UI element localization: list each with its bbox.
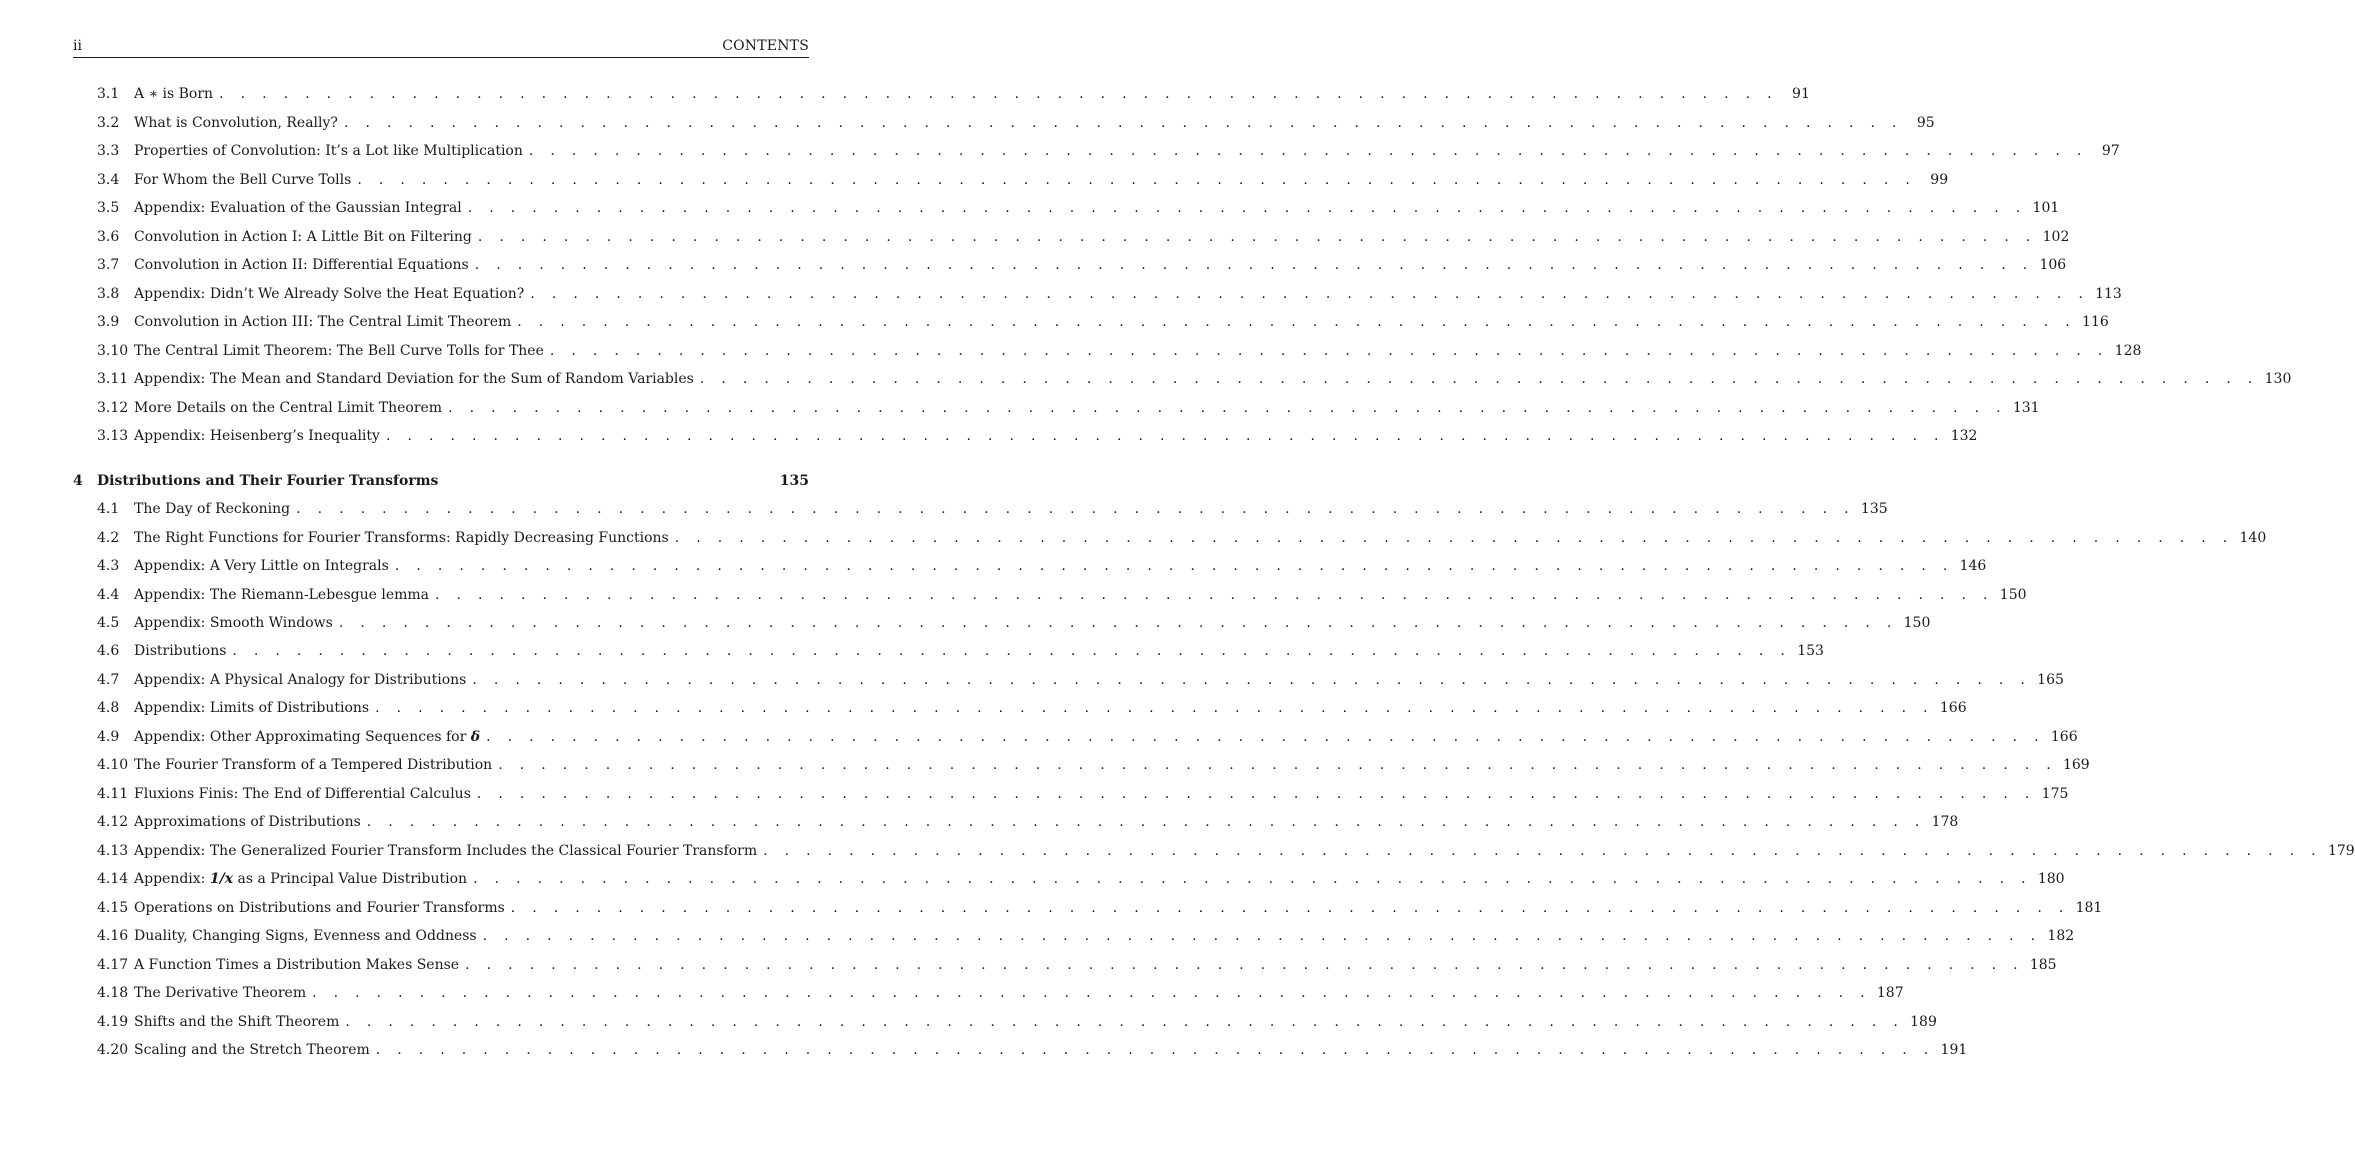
section-number: 3.7 <box>97 257 120 273</box>
dot-leader: . . . . . . . . . . . . . . . . . . . . . . . . . . . . . . . . . . . . . . . . . . . . . . . . . . . . . . . . . . . . . . . . . . . . . . . . . <box>477 229 2037 245</box>
toc-entry[interactable] <box>97 755 2090 775</box>
section-number: 4.5 <box>97 615 120 631</box>
section-title: The Right Functions for Fourier Transforms: Rapidly Decreasing Functions <box>134 530 669 546</box>
section-number: 4.3 <box>97 558 120 574</box>
section-number: 4.19 <box>97 1014 129 1030</box>
page-number: 150 <box>1903 615 1931 631</box>
section-title: The Central Limit Theorem: The Bell Curve Tolls for Thee <box>134 343 544 359</box>
section-number: 4.16 <box>97 928 129 944</box>
page-number: 140 <box>2239 530 2267 546</box>
section-title: A ∗ is Born <box>134 86 214 102</box>
dot-leader: . . . . . . . . . . . . . . . . . . . . . . . . . . . . . . . . . . . . . . . . . . . . . . . . . . . . . . . . . . . . . . . . . . . . . . . . . <box>498 757 2057 773</box>
page-number: 130 <box>2264 371 2292 387</box>
dot-leader: . . . . . . . . . . . . . . . . . . . . . . . . . . . . . . . . . . . . . . . . . . . . . . . . . . . . . . . . . . . . . . . . . . . . . . . . . <box>763 843 2322 859</box>
section-title: The Derivative Theorem <box>134 985 307 1001</box>
section-number: 3.2 <box>97 115 120 131</box>
page-number: 166 <box>1939 700 1967 716</box>
dot-leader: . . . . . . . . . . . . . . . . . . . . . . . . . . . . . . . . . . . . . . . . . . . . . . . . . . . . . . . . . . . . . . . . . . . . . . . . . <box>385 428 1945 444</box>
section-title: Convolution in Action I: A Little Bit on Filtering <box>134 229 472 245</box>
chapter-page-number: 135 <box>779 473 809 489</box>
section-title: Shifts and the Shift Theorem <box>134 1014 340 1030</box>
section-number: 3.9 <box>97 314 120 330</box>
page-folio: ii <box>73 38 82 54</box>
toc-entry[interactable] <box>97 341 2142 361</box>
section-title: Appendix: A Very Little on Integrals <box>134 558 389 574</box>
section-title-text: Appendix: Other Approximating Sequences for <box>134 729 471 745</box>
section-number: 4.6 <box>97 643 120 659</box>
dot-leader: . . . . . . . . . . . . . . . . . . . . . . . . . . . . . . . . . . . . . . . . . . . . . . . . . . . . . . . . . . . . . . . . . . . . . . . . . <box>465 957 2024 973</box>
section-title: Operations on Distributions and Fourier Transforms <box>134 900 505 916</box>
section-number: 3.12 <box>97 400 129 416</box>
dot-leader: . . . . . . . . . . . . . . . . . . . . . . . . . . . . . . . . . . . . . . . . . . . . . . . . . . . . . . . . . . . . . . . . . . . . . . . . . <box>338 615 1898 631</box>
toc-entry[interactable] <box>97 898 2103 918</box>
toc-entry[interactable] <box>97 170 1949 190</box>
section-title: Fluxions Finis: The End of Differential Calculus <box>134 786 471 802</box>
section-number: 3.11 <box>97 371 129 387</box>
toc-chapter-entry[interactable] <box>73 471 809 491</box>
reciprocal-x-symbol: 1/x <box>209 871 234 887</box>
toc-entry[interactable] <box>97 198 2060 218</box>
toc-entry[interactable] <box>97 955 2057 975</box>
page-number: 106 <box>2039 257 2067 273</box>
section-number: 4.11 <box>97 786 129 802</box>
section-title-text: Appendix: <box>134 871 210 887</box>
section-number: 3.5 <box>97 200 120 216</box>
section-number: 4.8 <box>97 700 120 716</box>
document-page <box>73 0 2355 1155</box>
running-title: CONTENTS <box>722 38 809 54</box>
toc-entry[interactable] <box>97 1040 1968 1060</box>
dot-leader: . . . . . . . . . . . . . . . . . . . . . . . . . . . . . . . . . . . . . . . . . . . . . . . . . . . . . . . . . . . . . . . . . . . . . . . . . <box>219 86 1778 102</box>
page-number: 99 <box>1930 172 1949 188</box>
dot-leader: . . . . . . . . . . . . . . . . . . . . . . . . . . . . . . . . . . . . . . . . . . . . . . . . . . . . . . . . . . . . . . . . . . . . . . . . . <box>517 314 2077 330</box>
section-number: 3.4 <box>97 172 120 188</box>
delta-symbol: δ <box>470 729 481 745</box>
toc-entry[interactable] <box>97 983 1904 1003</box>
section-title: Appendix: Evaluation of the Gaussian Integral <box>134 200 462 216</box>
section-title: Appendix: Limits of Distributions <box>134 700 370 716</box>
dot-leader: . . . . . . . . . . . . . . . . . . . . . . . . . . . . . . . . . . . . . . . . . . . . . . . . . . . . . . . . . . . . . . . . . . . . . . . . . <box>473 871 2032 887</box>
section-number: 3.1 <box>97 86 120 102</box>
section-title: Appendix: Didn’t We Already Solve the Heat Equation? <box>134 286 525 302</box>
dot-leader: . . . . . . . . . . . . . . . . . . . . . . . . . . . . . . . . . . . . . . . . . . . . . . . . . . . . . . . . . . . . . . . . . . . . . . . . . <box>296 501 1855 517</box>
dot-leader: . . . . . . . . . . . . . . . . . . . . . . . . . . . . . . . . . . . . . . . . . . . . . . . . . . . . . . . . . . . . . . . . . . . . . . . . . <box>448 400 2007 416</box>
dot-leader: . . . . . . . . . . . . . . . . . . . . . . . . . . . . . . . . . . . . . . . . . . . . . . . . . . . . . . . . . . . . . . . . . . . . . . . . . <box>486 729 2045 745</box>
page-number: 150 <box>1999 587 2027 603</box>
page-number: 146 <box>1959 558 1987 574</box>
toc-entry[interactable] <box>97 528 2267 548</box>
section-title: Appendix: A Physical Analogy for Distributions <box>134 672 467 688</box>
toc-entry[interactable] <box>97 727 2078 747</box>
dot-leader: . . . . . . . . . . . . . . . . . . . . . . . . . . . . . . . . . . . . . . . . . . . . . . . . . . . . . . . . . . . . . . . . . . . . . . . . . <box>343 115 1903 131</box>
section-title: More Details on the Central Limit Theorem <box>134 400 443 416</box>
page-number: 91 <box>1792 86 1810 102</box>
dot-leader: . . . . . . . . . . . . . . . . . . . . . . . . . . . . . . . . . . . . . . . . . . . . . . . . . . . . . . . . . . . . . . . . . . . . . . . . . <box>699 371 2259 387</box>
section-title: Appendix: The Generalized Fourier Transform Includes the Classical Fourier Transform <box>134 843 758 859</box>
section-number: 4.10 <box>97 757 129 773</box>
dot-leader: . . . . . . . . . . . . . . . . . . . . . . . . . . . . . . . . . . . . . . . . . . . . . . . . . . . . . . . . . . . . . . . . . . . . . . . . . <box>674 530 2234 546</box>
section-title: Appendix: The Mean and Standard Deviation for the Sum of Random Variables <box>134 371 694 387</box>
page-number: 97 <box>2101 143 2120 159</box>
page-number: 166 <box>2050 729 2078 745</box>
dot-leader: . . . . . . . . . . . . . . . . . . . . . . . . . . . . . . . . . . . . . . . . . . . . . . . . . . . . . . . . . . . . . . . . . . . . . . . . . <box>312 985 1871 1001</box>
page-number: 178 <box>1931 814 1959 830</box>
toc-entry[interactable] <box>97 641 1824 661</box>
section-number: 4.7 <box>97 672 120 688</box>
toc-entry[interactable] <box>97 426 1978 446</box>
toc-entry[interactable] <box>97 113 1935 133</box>
dot-leader: . . . . . . . . . . . . . . . . . . . . . . . . . . . . . . . . . . . . . . . . . . . . . . . . . . . . . . . . . . . . . . . . . . . . . . . . . <box>345 1014 1905 1030</box>
toc-entry[interactable] <box>97 585 2027 605</box>
section-title <box>134 727 480 747</box>
page-number: 182 <box>2047 928 2075 944</box>
page-number: 189 <box>1910 1014 1937 1030</box>
page-number: 175 <box>2041 786 2069 802</box>
section-title: Approximations of Distributions <box>134 814 361 830</box>
toc-entry[interactable] <box>97 784 2069 804</box>
section-title: Appendix: Smooth Windows <box>134 615 333 631</box>
dot-leader: . . . . . . . . . . . . . . . . . . . . . . . . . . . . . . . . . . . . . . . . . . . . . . . . . . . . . . . . . . . . . . . . . . . . . . . . . <box>467 200 2027 216</box>
section-title: Appendix: Heisenberg’s Inequality <box>134 428 380 444</box>
toc-entry[interactable] <box>97 255 2067 275</box>
page-number: 95 <box>1916 115 1935 131</box>
toc-entry[interactable] <box>97 141 2120 161</box>
section-number: 3.10 <box>97 343 129 359</box>
toc-entry[interactable] <box>97 670 2064 690</box>
toc-entry[interactable] <box>97 841 2355 861</box>
section-title: The Day of Reckoning <box>134 501 291 517</box>
page-number: 165 <box>2037 672 2064 688</box>
section-title: What is Convolution, Really? <box>134 115 338 131</box>
chapter-title: Distributions and Their Fourier Transforms <box>97 473 439 489</box>
dot-leader: . . . . . . . . . . . . . . . . . . . . . . . . . . . . . . . . . . . . . . . . . . . . . . . . . . . . . . . . . . . . . . . . . . . . . . . . . <box>375 700 1934 716</box>
toc-entry[interactable] <box>97 869 2065 889</box>
toc-entry[interactable] <box>97 698 1967 718</box>
page-number: 169 <box>2062 757 2090 773</box>
chapter-number: 4 <box>73 473 83 489</box>
section-title: Properties of Convolution: It’s a Lot like Multiplication <box>134 143 523 159</box>
toc-entry[interactable] <box>97 284 2122 304</box>
dot-leader: . . . . . . . . . . . . . . . . . . . . . . . . . . . . . . . . . . . . . . . . . . . . . . . . . . . . . . . . . . . . . . . . . . . . . . . . . <box>476 786 2036 802</box>
dot-leader: . . . . . . . . . . . . . . . . . . . . . . . . . . . . . . . . . . . . . . . . . . . . . . . . . . . . . . . . . . . . . . . . . . . . . . . . . <box>435 587 1994 603</box>
page-number: 116 <box>2082 314 2109 330</box>
page-number: 191 <box>1940 1042 1968 1058</box>
section-number: 4.20 <box>97 1042 129 1058</box>
section-title: Convolution in Action III: The Central Limit Theorem <box>134 314 512 330</box>
toc-entry[interactable] <box>97 227 2070 247</box>
section-title-suffix: as a Principal Value Distribution <box>233 871 468 887</box>
section-number: 3.6 <box>97 229 120 245</box>
section-number: 3.13 <box>97 428 129 444</box>
section-title: The Fourier Transform of a Tempered Distribution <box>134 757 493 773</box>
dot-leader: . . . . . . . . . . . . . . . . . . . . . . . . . . . . . . . . . . . . . . . . . . . . . . . . . . . . . . . . . . . . . . . . . . . . . . . . . <box>394 558 1954 574</box>
running-header <box>73 37 809 58</box>
dot-leader: . . . . . . . . . . . . . . . . . . . . . . . . . . . . . . . . . . . . . . . . . . . . . . . . . . . . . . . . . . . . . . . . . . . . . . . . . <box>528 143 2088 159</box>
section-number: 3.3 <box>97 143 120 159</box>
dot-leader: . . . . . . . . . . . . . . . . . . . . . . . . . . . . . . . . . . . . . . . . . . . . . . . . . . . . . . . . . . . . . . . . . . . . . . . . . <box>549 343 2109 359</box>
page-number: 131 <box>2012 400 2040 416</box>
toc-entry[interactable] <box>97 369 2292 389</box>
page-number: 180 <box>2037 871 2065 887</box>
section-number: 4.2 <box>97 530 120 546</box>
section-number: 4.4 <box>97 587 120 603</box>
section-title: For Whom the Bell Curve Tolls <box>134 172 352 188</box>
toc-entry[interactable] <box>97 1012 1937 1032</box>
section-number: 4.18 <box>97 985 129 1001</box>
page-number: 153 <box>1797 643 1824 659</box>
section-title: Distributions <box>134 643 227 659</box>
page-number: 187 <box>1876 985 1904 1001</box>
page-number: 132 <box>1950 428 1978 444</box>
section-title: A Function Times a Distribution Makes Sense <box>134 957 460 973</box>
section-title: Appendix: The Riemann-Lebesgue lemma <box>134 587 430 603</box>
section-number: 4.1 <box>97 501 120 517</box>
section-number: 4.13 <box>97 843 129 859</box>
toc-entry[interactable] <box>97 499 1888 519</box>
page-number: 102 <box>2042 229 2070 245</box>
page-number: 181 <box>2075 900 2103 916</box>
toc-entry[interactable] <box>97 926 2075 946</box>
page-number: 179 <box>2327 843 2355 859</box>
toc-entry[interactable] <box>97 613 1931 633</box>
section-number: 4.9 <box>97 729 120 745</box>
dot-leader: . . . . . . . . . . . . . . . . . . . . . . . . . . . . . . . . . . . . . . . . . . . . . . . . . . . . . . . . . . . . . . . . . . . . . . . . . <box>474 257 2034 273</box>
dot-leader: . . . . . . . . . . . . . . . . . . . . . . . . . . . . . . . . . . . . . . . . . . . . . . . . . . . . . . . . . . . . . . . . . . . . . . . . . <box>357 172 1917 188</box>
section-number: 3.8 <box>97 286 120 302</box>
toc-entry[interactable] <box>97 812 1959 832</box>
dot-leader: . . . . . . . . . . . . . . . . . . . . . . . . . . . . . . . . . . . . . . . . . . . . . . . . . . . . . . . . . . . . . . . . . . . . . . . . . <box>366 814 1926 830</box>
page-number: 135 <box>1860 501 1888 517</box>
dot-leader: . . . . . . . . . . . . . . . . . . . . . . . . . . . . . . . . . . . . . . . . . . . . . . . . . . . . . . . . . . . . . . . . . . . . . . . . . <box>530 286 2090 302</box>
section-title: Duality, Changing Signs, Evenness and Oddness <box>134 928 477 944</box>
dot-leader: . . . . . . . . . . . . . . . . . . . . . . . . . . . . . . . . . . . . . . . . . . . . . . . . . . . . . . . . . . . . . . . . . . . . . . . . . <box>375 1042 1935 1058</box>
section-number: 4.15 <box>97 900 129 916</box>
toc-entry[interactable] <box>97 312 2109 332</box>
dot-leader: . . . . . . . . . . . . . . . . . . . . . . . . . . . . . . . . . . . . . . . . . . . . . . . . . . . . . . . . . . . . . . . . . . . . . . . . . <box>232 643 1792 659</box>
page-number: 113 <box>2095 286 2122 302</box>
section-title <box>134 869 467 889</box>
toc-entry[interactable] <box>97 556 1987 576</box>
dot-leader: . . . . . . . . . . . . . . . . . . . . . . . . . . . . . . . . . . . . . . . . . . . . . . . . . . . . . . . . . . . . . . . . . . . . . . . . . <box>472 672 2032 688</box>
page-number: 185 <box>2029 957 2057 973</box>
page-number: 101 <box>2032 200 2060 216</box>
section-number: 4.14 <box>97 871 129 887</box>
toc-entry[interactable] <box>97 398 2040 418</box>
section-title: Convolution in Action II: Differential Equations <box>134 257 469 273</box>
section-number: 4.12 <box>97 814 129 830</box>
section-number: 4.17 <box>97 957 129 973</box>
toc-entry[interactable] <box>97 84 1810 104</box>
dot-leader: . . . . . . . . . . . . . . . . . . . . . . . . . . . . . . . . . . . . . . . . . . . . . . . . . . . . . . . . . . . . . . . . . . . . . . . . . <box>482 928 2042 944</box>
section-title: Scaling and the Stretch Theorem <box>134 1042 370 1058</box>
dot-leader: . . . . . . . . . . . . . . . . . . . . . . . . . . . . . . . . . . . . . . . . . . . . . . . . . . . . . . . . . . . . . . . . . . . . . . . . . <box>510 900 2070 916</box>
page-number: 128 <box>2114 343 2142 359</box>
